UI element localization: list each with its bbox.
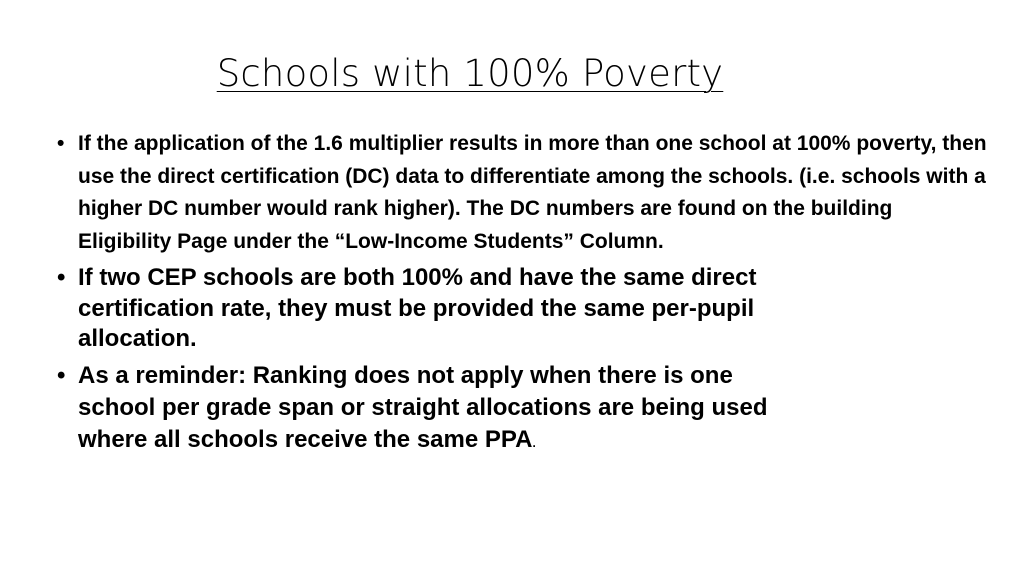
slide-title: Schools with 100% Poverty — [216, 52, 724, 95]
bullet-list — [54, 128, 987, 459]
bullet-icon: • — [57, 264, 66, 291]
bullet-icon: • — [57, 132, 65, 155]
bullet-icon: • — [57, 361, 66, 389]
bullet-text: If the application of the 1.6 multiplier results in more than one school at 100% poverty, then use the direct certification (DC) data to differentiate among the schools. (i.e. schools with a higher DC number would rank higher). The DC numbers are found on the building Eligibility Page under the “Low-Income Students” Column. — [78, 132, 987, 253]
bullet-text: If two CEP schools are both 100% and have the same direct certification rate, they must be provided the same per-pupil allocation. — [78, 264, 757, 352]
bullet-item — [54, 128, 988, 258]
bullet-item — [54, 360, 808, 459]
bullet-item — [54, 263, 808, 355]
bullet-trailing-period: . — [532, 435, 536, 450]
bullet-text: As a reminder: Ranking does not apply when there is one school per grade span or straight allocations are being used where all schools receive the same PPA — [78, 361, 768, 453]
